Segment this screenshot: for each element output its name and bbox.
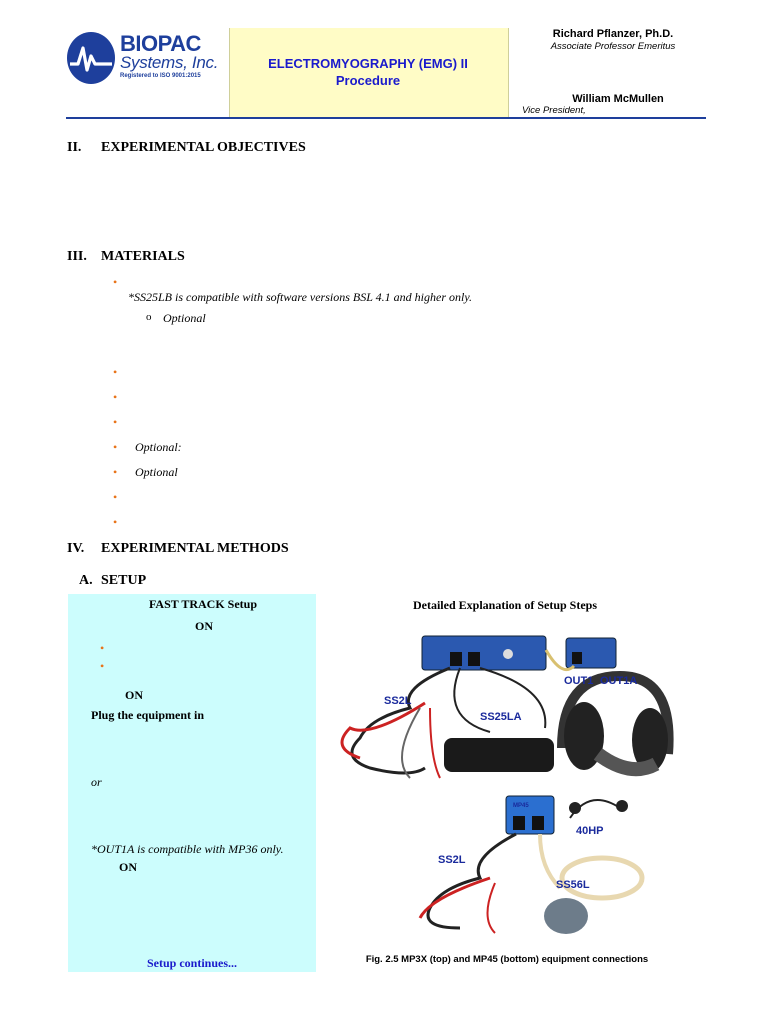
optional-item-3: Optional [135,465,178,479]
subsection-number: A. [79,573,93,588]
subsection-setup-heading [79,573,146,589]
section-title: MATERIALS [101,249,185,264]
figure-label: SS2L [438,854,466,866]
bullet: • [100,641,105,655]
section-title: EXPERIMENTAL METHODS [101,541,289,556]
optional-item-2: Optional: [135,440,182,454]
bullet: • [113,365,118,379]
sub-bullet: o [146,311,152,323]
author2-name: William McMullen [572,93,664,105]
out1a-note: *OUT1A is compatible with MP36 only. [91,842,284,856]
ss25la-device [444,738,554,772]
fast-track-on-2: ON [125,688,143,702]
logo-wordmark: BIOPAC [120,31,201,56]
fast-track-or: or [91,775,102,789]
section-number: III. [67,249,87,264]
bullet: • [113,440,118,454]
mp3x-unit [422,636,546,670]
subsection-title: SETUP [101,573,147,588]
figure-caption: Fig. 2.5 MP3X (top) and MP45 (bottom) equipment connections [365,954,649,965]
section-number: II. [67,140,82,155]
header-rule [66,117,706,119]
bullet: • [100,659,105,673]
figure-label: OUT1 [564,675,594,687]
title-line-1: ELECTROMYOGRAPHY (EMG) II [268,56,468,71]
figure-label: SS2L [384,695,412,707]
plug-equipment-in: Plug the equipment in [91,708,205,722]
section-materials-heading [67,249,185,265]
section-methods-heading [67,541,289,557]
bullet: • [113,515,118,529]
fast-track-title: FAST TRACK Setup [148,597,258,611]
section-objectives-heading [67,140,306,156]
bullet: • [113,465,118,479]
title-line-2: Procedure [335,73,401,88]
fast-track-box [68,594,316,972]
section-title: EXPERIMENTAL OBJECTIVES [101,140,306,155]
bullet: • [113,390,118,404]
figure-label: OUT1A [600,675,638,687]
figure-label: MP45 [513,803,529,809]
author1-title: Associate Professor Emeritus [550,41,676,52]
author2-title: Vice President, [522,105,586,116]
logo-registration: Registered to ISO 9001:2015 [120,73,201,79]
ss25lb-note: *SS25LB is compatible with software versions BSL 4.1 and higher only. [128,290,473,304]
document-title [229,55,507,89]
equipment-connections-figure [330,628,680,946]
setup-continues: Setup continues... [146,956,238,970]
section-number: IV. [67,541,85,556]
fast-track-on-1: ON [195,619,213,633]
optional-item-1: Optional [163,311,206,325]
figure-label: SS56L [556,879,590,891]
bullet: • [113,415,118,429]
figure-label: SS25LA [480,711,522,723]
bullet: • [113,490,118,504]
fast-track-on-3: ON [119,860,137,874]
logo-subtext: Systems, Inc. [120,53,219,72]
bullet: • [113,275,118,289]
author1-name: Richard Pflanzer, Ph.D. [552,28,674,40]
detailed-setup-heading: Detailed Explanation of Setup Steps [412,598,598,612]
figure-label: 40HP [576,825,604,837]
